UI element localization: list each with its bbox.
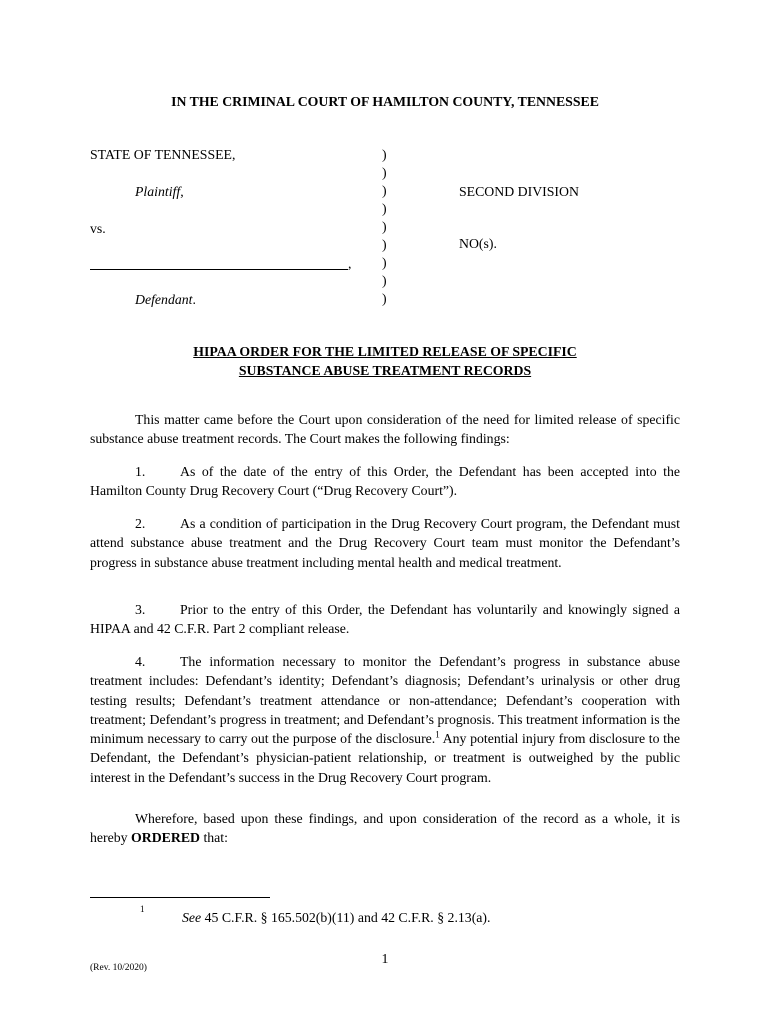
footnote-text: See 45 C.F.R. § 165.502(b)(11) and 42 C.F.R. § 2.13(a). — [182, 910, 491, 925]
intro-paragraph: This matter came before the Court upon consideration of the need for limited release of specific substance abuse treatment records. The Court makes the following findings: — [90, 412, 680, 447]
revision-date: (Rev. 10/2020) — [90, 963, 147, 973]
plaintiff-role: Plaintiff, — [135, 184, 184, 199]
finding-number: 3. — [135, 602, 146, 617]
caption-paren: ) — [382, 255, 387, 270]
wherefore-paragraph: Wherefore, based upon these findings, and upon consideration of the record as a whole, it is hereby ORDERED that: — [90, 811, 680, 846]
finding-text-continued: Any potential injury from disclosure to the Defendant, the Defendant’s physician-patient relationship, or treatment is outweighed by the public interest in the Defendant’s success in the Drug Recovery Court program. — [90, 731, 680, 785]
caption-paren: ) — [382, 291, 387, 306]
finding-number: 4. — [135, 654, 146, 669]
footnote-reference[interactable]: 1 — [435, 729, 440, 740]
page-number: 1 — [381, 951, 389, 966]
caption-paren: ) — [382, 219, 387, 234]
finding-text: As of the date of the entry of this Order, the Defendant has been accepted into the Hamilton County Drug Recovery Court (“Drug Recovery Court”). — [90, 464, 680, 499]
plaintiff-name: STATE OF TENNESSEE, — [90, 147, 236, 162]
case-number-label: NO(s). — [459, 236, 497, 251]
versus-label: vs. — [90, 221, 106, 236]
footnote-mark: 1 — [140, 904, 145, 914]
court-division: SECOND DIVISION — [459, 184, 579, 199]
order-title-line-2: SUBSTANCE ABUSE TREATMENT RECORDS — [238, 363, 532, 378]
caption-paren: ) — [382, 147, 387, 162]
caption-paren: ) — [382, 273, 387, 288]
ordered-keyword: ORDERED — [131, 830, 200, 846]
finding-1 — [90, 462, 680, 501]
finding-3 — [90, 600, 680, 639]
court-heading: IN THE CRIMINAL COURT OF HAMILTON COUNTY, TENNESSEE — [171, 94, 599, 109]
footnote-separator — [90, 897, 270, 898]
defendant-name-blank — [90, 269, 348, 270]
caption-paren: ) — [382, 183, 387, 198]
order-title — [0, 342, 770, 380]
order-title-line-1: HIPAA ORDER FOR THE LIMITED RELEASE OF SPECIFIC — [193, 344, 577, 359]
finding-text: The information necessary to monitor the Defendant’s progress in substance abuse treatment includes: Defendant’s identity; Defendant’s diagnosis; Defendant’s urinalysis or other drug testing results; Defendant’s treatment attendance or non-attendance; Defendant’s cooperation with treatment; Defendant’s progress in treatment; and Defendant’s prognosis. This treatment information is the minimum necessary to carry out the purpose of the disclosure. — [90, 654, 680, 747]
defendant-role: Defendant. — [135, 292, 196, 307]
caption-paren: ) — [382, 201, 387, 216]
finding-text: Prior to the entry of this Order, the Defendant has voluntarily and knowingly signed a HIPAA and 42 C.F.R. Part 2 compliant release. — [90, 602, 680, 637]
caption-paren: ) — [382, 165, 387, 180]
finding-number: 1. — [135, 464, 146, 479]
defendant-blank-comma: , — [348, 256, 352, 271]
finding-4 — [90, 652, 680, 787]
caption-paren: ) — [382, 237, 387, 252]
finding-number: 2. — [135, 516, 146, 531]
finding-text: As a condition of participation in the Drug Recovery Court program, the Defendant must attend substance abuse treatment and the Drug Recovery Court team must monitor the Defendant’s progress in substance abuse treatment including mental health and medical treatment. — [90, 516, 680, 570]
finding-2 — [90, 514, 680, 572]
